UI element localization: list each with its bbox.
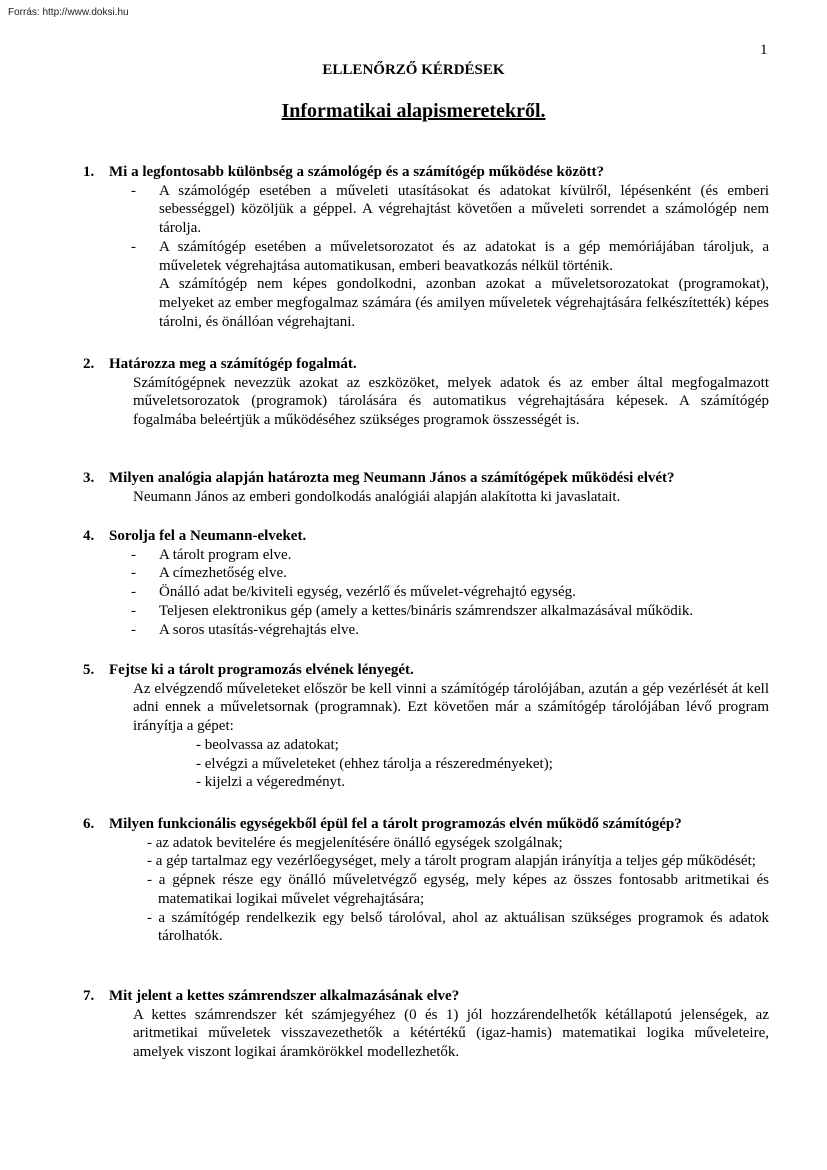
answer-list <box>83 182 769 276</box>
question-number: 1. <box>83 164 95 180</box>
document-heading: ELLENŐRZŐ KÉRDÉSEK <box>322 62 505 78</box>
question-text: Milyen funkcionális egységekből épül fel a tárolt programozás elvén működő számítógép? <box>109 816 682 832</box>
list-item: - A tárolt program elve. <box>83 546 769 565</box>
question-heading <box>83 527 769 546</box>
step-list <box>196 736 769 792</box>
question-number: 6. <box>83 816 95 832</box>
question-text: Fejtse ki a tárolt programozás elvének lényegét. <box>109 662 414 678</box>
question-heading <box>83 469 769 488</box>
list-item: - A címezhetőség elve. <box>83 564 769 583</box>
answer-text: Neumann János az emberi gondolkodás analógiái alapján alakította ki javaslatait. <box>133 488 621 505</box>
list-item: - A számítógép esetében a műveletsorozatot és az adatokat is a gép memóriájában tároljuk, a műveletek végrehajtása automatikusan, emberi beavatkozás nélkül történik. <box>83 238 769 275</box>
question-heading <box>83 815 769 834</box>
page-number: 1 <box>760 42 768 58</box>
question-number: 7. <box>83 988 95 1004</box>
list-item: - elvégzi a műveleteket (ehhez tárolja a részeredményeket); <box>196 755 553 772</box>
list-item: - A számológép esetében a műveleti utasításokat és adatokat kívülről, lépésenként (és emberi sebességgel) közöljük a géppel. A végrehajtást követően a műveleti sorrendet a számológép nem tárolja. <box>83 182 769 238</box>
question-3 <box>83 469 769 506</box>
list-item: - az adatok bevitelére és megjelenítésére önálló egységek szolgálnak; <box>147 834 563 851</box>
list-item: - beolvassa az adatokat; <box>196 736 339 753</box>
question-text: Határozza meg a számítógép fogalmát. <box>109 356 357 372</box>
question-1 <box>83 163 769 331</box>
question-4 <box>83 527 769 639</box>
source-note: Forrás: http://www.doksi.hu <box>8 7 129 18</box>
question-heading <box>83 355 769 374</box>
question-number: 5. <box>83 662 95 678</box>
question-heading <box>83 987 769 1006</box>
list-item: - kijelzi a végeredményt. <box>196 774 346 791</box>
question-5 <box>83 661 769 792</box>
answer-continuation: A számítógép nem képes gondolkodni, azonban azokat a műveletsorozatokat (programokat), melyeket az ember megfogalmaz számára (és amilyen műveletek végrehajtására felkészítették) képes tárolni, és önállóan végrehajtani. <box>159 276 769 330</box>
question-text: Sorolja fel a Neumann-elveket. <box>109 528 307 544</box>
question-7 <box>83 987 769 1062</box>
list-item: - a számítógép rendelkezik egy belső tárolóval, ahol az aktuálisan szükséges programok és adatok tárolhatók. <box>147 909 769 945</box>
question-6 <box>83 815 769 946</box>
answer-list <box>83 546 769 640</box>
question-heading <box>83 661 769 680</box>
list-item: - A soros utasítás-végrehajtás elve. <box>83 621 769 640</box>
list-item: - a gép tartalmaz egy vezérlőegységet, mely a tárolt program alapján irányítja a teljes gép működését; <box>147 853 756 870</box>
question-2 <box>83 355 769 430</box>
question-number: 2. <box>83 356 95 372</box>
list-item: - Önálló adat be/kiviteli egység, vezérlő és művelet-végrehajtó egység. <box>83 583 769 602</box>
question-number: 4. <box>83 528 95 544</box>
answer-text: Az elvégzendő műveleteket először be kell vinni a számítógép tárolójában, azután a gép vezérlését át kell adni ennek a műveletsornak (programnak). Ezt követően már a számítógép tárolójában lévő program irányítja a gépet: <box>133 680 769 735</box>
list-item: - a gépnek része egy önálló műveletvégző egység, mely képes az összes fontosabb aritmetikai és matematikai logikai művelet végrehajtására; <box>147 872 769 907</box>
answer-text: Számítógépnek nevezzük azokat az eszközöket, melyek adatok és az ember által megfogalmazott műveletsorozatok (programok) tárolására és automatikus végrehajtására képesek. A számítógép fogalmába beleértjük a működéséhez szükséges programok összességét is. <box>133 374 769 429</box>
list-item: - Teljesen elektronikus gép (amely a kettes/bináris számrendszer alkalmazásával működik. <box>83 602 769 621</box>
document-title: Informatikai alapismeretekről. <box>281 100 546 122</box>
question-text: Mi a legfontosabb különbség a számológép és a számítógép működése között? <box>109 164 605 180</box>
question-text: Mit jelent a kettes számrendszer alkalmazásának elve? <box>109 988 460 1004</box>
answer-text: A kettes számrendszer két számjegyéhez (0 és 1) jól hozzárendelhetők kétállapotú jelenségek, az aritmetikai műveletek visszavezethetők a kétértékű (igaz-hamis) matematikai logika műveleteire, amelyek viszont logikai áramkörökkel modellezhetők. <box>133 1006 769 1061</box>
question-heading <box>83 163 769 182</box>
question-number: 3. <box>83 470 95 486</box>
question-text: Milyen analógia alapján határozta meg Neumann János a számítógépek működési elvét? <box>109 470 675 486</box>
answer-list <box>83 834 769 946</box>
